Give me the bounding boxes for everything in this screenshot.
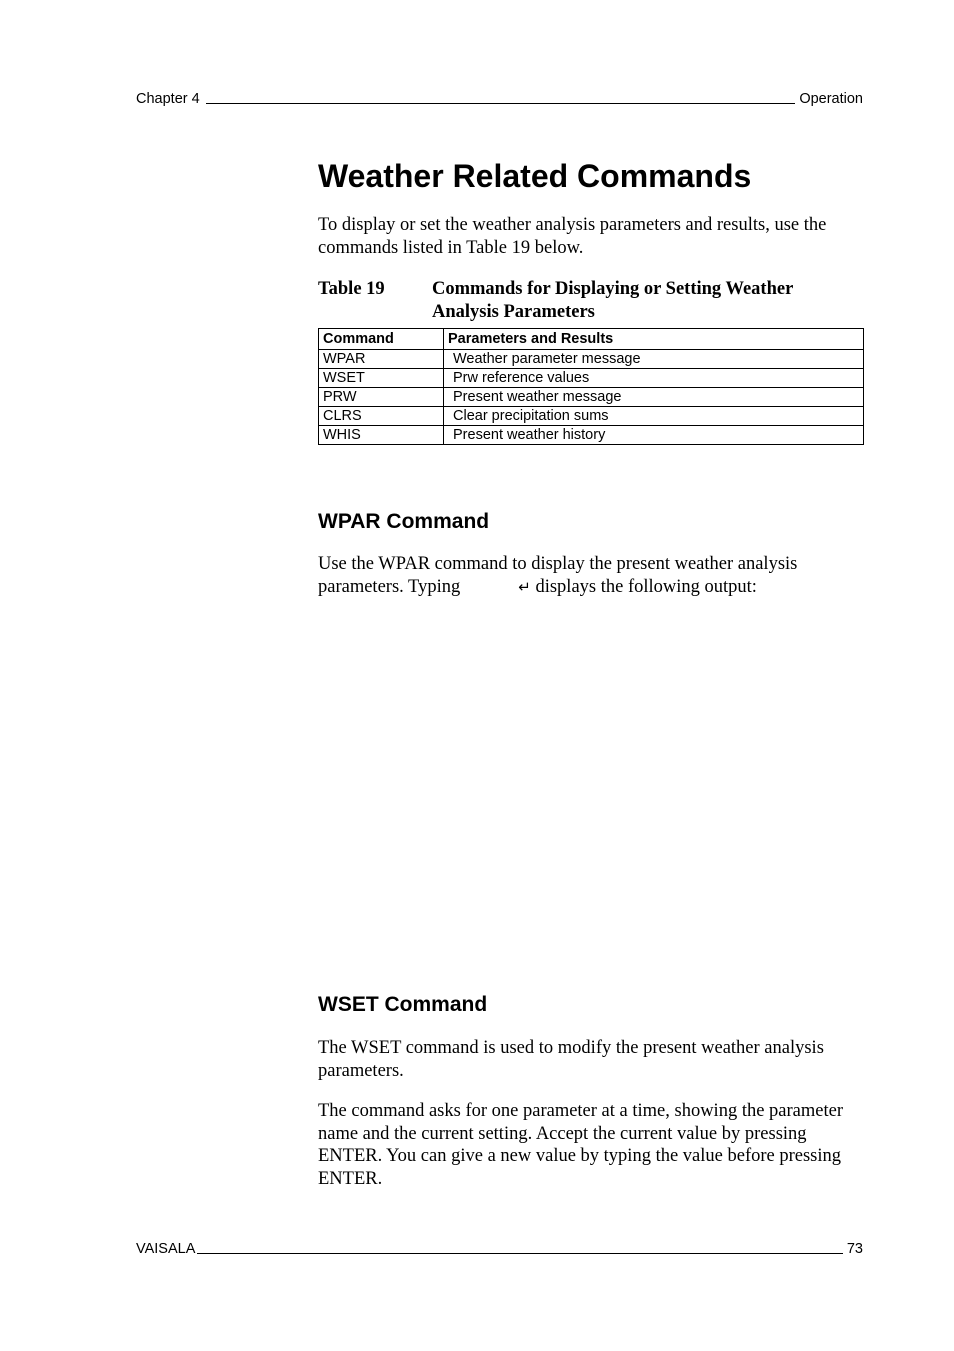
section-title: Weather Related Commands [318,158,752,194]
commands-table [318,328,864,445]
table-row [319,369,864,388]
header-chapter: Chapter 4 [136,91,200,107]
command-cell: PRW [319,388,444,407]
header-section: Operation [799,91,863,107]
table-header-row [319,329,864,350]
table-row [319,407,864,426]
footer-company: VAISALA [136,1241,196,1257]
wpar-text-after: displays the following output: [535,576,757,597]
column-header-command: Command [319,329,444,350]
page-number: 73 [846,1241,863,1257]
wpar-heading: WPAR Command [318,510,490,533]
description-cell: Weather parameter message [444,350,864,369]
running-header [136,90,863,108]
table-row [319,388,864,407]
enter-key-icon: ↵ [518,577,531,596]
command-cell: WHIS [319,426,444,445]
table-title: Commands for Displaying or Setting Weather Analysis Parameters [432,279,793,322]
command-cell: CLRS [319,407,444,426]
command-cell: WPAR [319,350,444,369]
wpar-text-before: Use the WPAR command to display the present weather analysis parameters. Typing [318,554,798,597]
table-row [319,350,864,369]
running-footer [136,1240,863,1258]
wpar-paragraph [318,553,863,598]
table-number: Table 19 [318,279,385,299]
table-row [319,426,864,445]
section-intro: To display or set the weather analysis parameters and results, use the commands listed in Table 19 below. [318,215,827,258]
description-cell: Present weather message [444,388,864,407]
column-header-parameters: Parameters and Results [444,329,864,350]
command-cell: WSET [319,369,444,388]
description-cell: Clear precipitation sums [444,407,864,426]
description-cell: Prw reference values [444,369,864,388]
wset-paragraph-2: The command asks for one parameter at a time, showing the parameter name and the current setting. Accept the current value by pressing ENTER. You can give a new value by typing the value before pressing ENTER. [318,1101,843,1189]
header-rule [206,103,796,104]
footer-rule [197,1253,842,1254]
description-cell: Present weather history [444,426,864,445]
wset-heading: WSET Command [318,993,488,1016]
wset-paragraph-1: The WSET command is used to modify the present weather analysis parameters. [318,1038,824,1081]
